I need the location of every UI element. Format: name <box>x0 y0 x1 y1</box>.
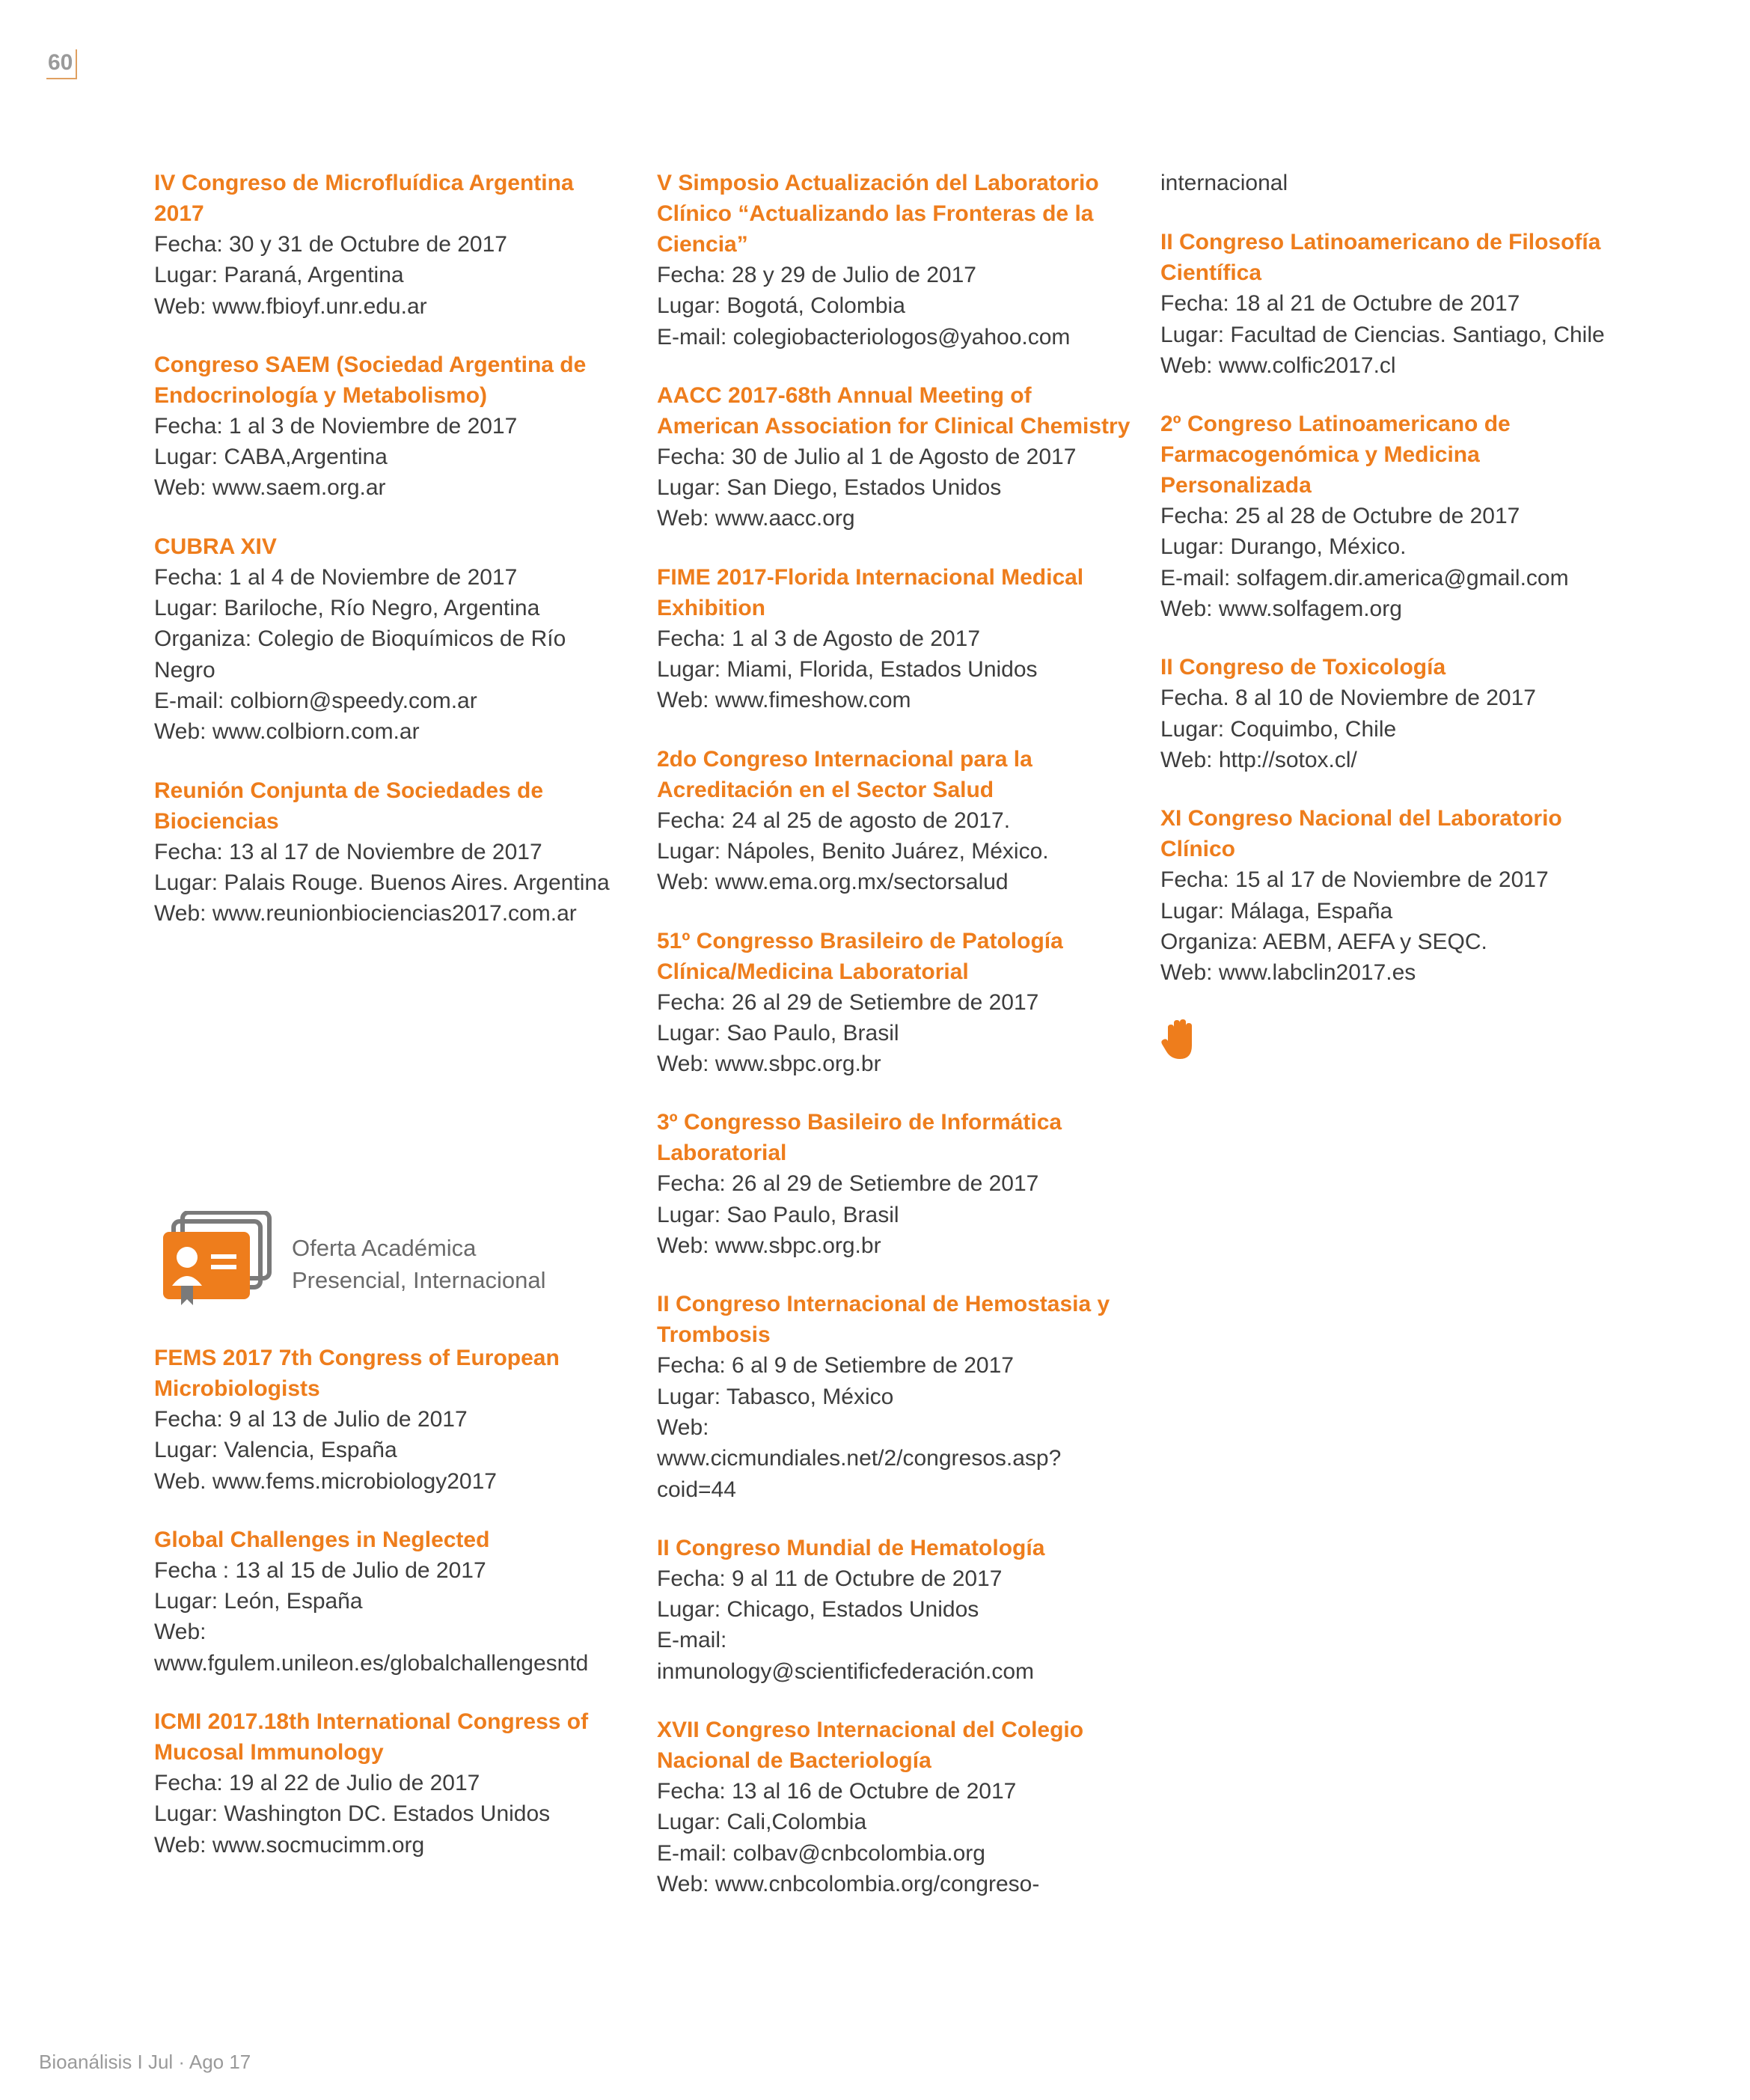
event-detail: Organiza: Colegio de Bioquímicos de Río Negro <box>154 626 566 683</box>
event-detail: Lugar: Bogotá, Colombia <box>657 293 905 319</box>
certificate-icon <box>154 1211 274 1308</box>
event-detail: Fecha: 9 al 13 de Julio de 2017 <box>154 1407 468 1432</box>
event-detail: E-mail: colegiobacteriologos@yahoo.com <box>657 324 1071 350</box>
event-entry <box>657 168 1136 352</box>
event-entry <box>657 1715 1136 1899</box>
event-entry <box>1160 227 1624 381</box>
event-detail: Web: www.aacc.org <box>657 506 855 531</box>
event-detail: Fecha : 13 al 15 de Julio de 2017 <box>154 1557 486 1583</box>
event-title: II Congreso Latinoamericano de Filosofía Científica <box>1160 230 1601 286</box>
event-detail: Web: www.sbpc.org.br <box>657 1233 881 1259</box>
event-detail: www.fgulem.unileon.es/globalchallengesntd <box>154 1650 589 1676</box>
event-detail: Fecha: 26 al 29 de Setiembre de 2017 <box>657 989 1039 1015</box>
event-title: 51º Congresso Brasileiro de Patología Clínica/Medicina Laboratorial <box>657 928 1063 984</box>
event-detail: Fecha: 1 al 3 de Noviembre de 2017 <box>154 413 518 439</box>
event-detail: Lugar: Coquimbo, Chile <box>1160 716 1397 742</box>
event-detail: Web: www.labclin2017.es <box>1160 960 1416 986</box>
event-detail: Fecha: 30 de Julio al 1 de Agosto de 2017 <box>657 444 1077 469</box>
event-entry <box>657 380 1136 534</box>
event-detail: Web: <box>154 1620 206 1645</box>
event-title: IV Congreso de Microfluídica Argentina 2017 <box>154 171 574 226</box>
event-detail: E-mail: <box>657 1628 727 1653</box>
event-title: V Simposio Actualización del Laboratorio Clínico “Actualizando las Fronteras de la Ciencia” <box>657 171 1099 257</box>
event-detail: Lugar: Nápoles, Benito Juárez, México. <box>657 838 1049 864</box>
event-detail: Fecha: 18 al 21 de Octubre de 2017 <box>1160 291 1520 317</box>
event-detail: Fecha: 9 al 11 de Octubre de 2017 <box>657 1566 1003 1591</box>
event-title: AACC 2017-68th Annual Meeting of American Association for Clinical Chemistry <box>657 382 1131 439</box>
page-number: 60 <box>46 49 77 79</box>
event-entry <box>1160 409 1624 624</box>
event-title: II Congreso Mundial de Hematología <box>657 1535 1045 1560</box>
event-detail: Web. www.fems.microbiology2017 <box>154 1468 497 1494</box>
event-detail: Lugar: Facultad de Ciencias. Santiago, Chile <box>1160 322 1605 347</box>
column-1-lower <box>154 1343 618 1888</box>
event-detail: Lugar: Sao Paulo, Brasil <box>657 1202 899 1227</box>
event-entry <box>154 775 618 930</box>
event-detail: Fecha: 13 al 17 de Noviembre de 2017 <box>154 839 542 864</box>
event-detail: Web: www.saem.org.ar <box>154 475 386 501</box>
section-subtitle: Presencial, Internacional <box>292 1267 546 1293</box>
event-entry <box>1160 652 1624 775</box>
event-detail: Lugar: Valencia, España <box>154 1438 397 1463</box>
event-detail: E-mail: colbav@cnbcolombia.org <box>657 1840 985 1866</box>
event-title: XVII Congreso Internacional del Colegio Nacional de Bacteriología <box>657 1718 1084 1774</box>
event-entry <box>154 350 618 504</box>
event-detail: Web: www.reunionbiociencias2017.com.ar <box>154 901 577 927</box>
event-detail: Fecha. 8 al 10 de Noviembre de 2017 <box>1160 686 1536 711</box>
hand-icon <box>1160 1019 1198 1060</box>
event-detail: Fecha: 26 al 29 de Setiembre de 2017 <box>657 1171 1039 1197</box>
event-title: 2º Congreso Latinoamericano de Farmacogenómica y Medicina Personalizada <box>1160 412 1511 498</box>
event-detail: Lugar: León, España <box>154 1589 363 1614</box>
event-detail: Web: www.fbioyf.unr.edu.ar <box>154 293 427 319</box>
event-detail: Fecha: 28 y 29 de Julio de 2017 <box>657 263 976 287</box>
event-title: Global Challenges in Neglected <box>154 1527 490 1552</box>
footer-text: Bioanálisis I Jul · Ago 17 <box>39 2051 251 2073</box>
event-detail: Lugar: Washington DC. Estados Unidos <box>154 1801 551 1827</box>
event-detail: Web: www.fimeshow.com <box>657 688 911 713</box>
event-detail: Lugar: Miami, Florida, Estados Unidos <box>657 657 1038 683</box>
event-title: II Congreso de Toxicología <box>1160 655 1446 680</box>
event-entry <box>154 1706 618 1861</box>
event-detail: Fecha: 15 al 17 de Noviembre de 2017 <box>1160 867 1549 893</box>
event-detail: E-mail: solfagem.dir.america@gmail.com <box>1160 565 1569 590</box>
event-title: XI Congreso Nacional del Laboratorio Clínico <box>1160 806 1562 862</box>
event-detail: Web: <box>657 1414 709 1440</box>
event-title: ICMI 2017.18th International Congress of Mucosal Immunology <box>154 1709 589 1765</box>
event-entry <box>657 1533 1136 1687</box>
event-detail: Fecha: 25 al 28 de Octubre de 2017 <box>1160 504 1520 529</box>
event-detail: Fecha: 19 al 22 de Julio de 2017 <box>154 1771 480 1796</box>
event-title: FEMS 2017 7th Congress of European Microbiologists <box>154 1346 560 1401</box>
column-3 <box>1160 168 1624 1064</box>
event-entry <box>657 1289 1136 1504</box>
event-detail: Fecha: 1 al 3 de Agosto de 2017 <box>657 626 980 651</box>
section-title: Oferta Académica <box>292 1235 477 1261</box>
event-detail: Web: www.solfagem.org <box>1160 596 1402 622</box>
event-detail: Web: www.ema.org.mx/sectorsalud <box>657 870 1009 895</box>
event-entry <box>154 531 618 748</box>
event-detail: Web: www.colfic2017.cl <box>1160 352 1396 378</box>
event-detail: Lugar: Durango, México. <box>1160 534 1407 560</box>
event-detail: Web: www.cnbcolombia.org/congreso- <box>657 1871 1040 1896</box>
event-detail: Lugar: Málaga, España <box>1160 898 1393 924</box>
event-detail: inmunology@scientificfederación.com <box>657 1658 1035 1684</box>
event-detail: Lugar: Sao Paulo, Brasil <box>657 1020 899 1046</box>
event-entry <box>657 562 1136 716</box>
event-detail: Lugar: San Diego, Estados Unidos <box>657 475 1002 501</box>
column-1 <box>154 168 618 956</box>
event-entry <box>154 168 618 322</box>
event-detail: Fecha: 6 al 9 de Setiembre de 2017 <box>657 1353 1014 1379</box>
event-detail: Lugar: Chicago, Estados Unidos <box>657 1597 979 1623</box>
event-detail: Lugar: Paraná, Argentina <box>154 263 404 288</box>
event-detail: Fecha: 30 y 31 de Octubre de 2017 <box>154 232 507 257</box>
event-title: Reunión Conjunta de Sociedades de Biociencias <box>154 778 544 834</box>
event-detail: Lugar: CABA,Argentina <box>154 445 388 470</box>
event-title: II Congreso Internacional de Hemostasia y Trombosis <box>657 1292 1110 1348</box>
column-2 <box>657 168 1136 1927</box>
event-detail: Organiza: AEBM, AEFA y SEQC. <box>1160 929 1487 954</box>
event-detail: Lugar: Tabasco, México <box>657 1384 894 1409</box>
event-detail: Lugar: Palais Rouge. Buenos Aires. Argentina <box>154 870 610 895</box>
event-detail: Web: www.colbiorn.com.ar <box>154 719 420 745</box>
event-entry <box>657 1107 1136 1261</box>
event-detail: www.cicmundiales.net/2/congresos.asp?coid=44 <box>657 1446 1062 1502</box>
event-title: CUBRA XIV <box>154 534 277 559</box>
event-detail: Web: www.socmucimm.org <box>154 1832 425 1858</box>
event-entry <box>154 1343 618 1497</box>
event-detail: Lugar: Bariloche, Río Negro, Argentina <box>154 596 540 621</box>
event-entry <box>657 744 1136 898</box>
event-title: FIME 2017-Florida Internacional Medical Exhibition <box>657 564 1084 620</box>
continued-text: internacional <box>1160 171 1288 195</box>
event-detail: Lugar: Cali,Colombia <box>657 1810 867 1835</box>
event-detail: Fecha: 13 al 16 de Octubre de 2017 <box>657 1779 1017 1804</box>
event-entry <box>154 1524 618 1679</box>
event-detail: Web: http://sotox.cl/ <box>1160 747 1357 772</box>
event-detail: Fecha: 1 al 4 de Noviembre de 2017 <box>154 564 518 590</box>
event-title: 3º Congresso Basileiro de Informática Laboratorial <box>657 1110 1062 1166</box>
event-detail: E-mail: colbiorn@speedy.com.ar <box>154 688 477 713</box>
event-entry <box>1160 803 1624 988</box>
event-title: Congreso SAEM (Sociedad Argentina de Endocrinología y Metabolismo) <box>154 352 587 408</box>
event-entry <box>657 926 1136 1080</box>
section-header <box>154 1211 618 1308</box>
event-title: 2do Congreso Internacional para la Acreditación en el Sector Salud <box>657 746 1032 802</box>
event-detail: Fecha: 24 al 25 de agosto de 2017. <box>657 808 1011 833</box>
event-detail: Web: www.sbpc.org.br <box>657 1051 881 1077</box>
